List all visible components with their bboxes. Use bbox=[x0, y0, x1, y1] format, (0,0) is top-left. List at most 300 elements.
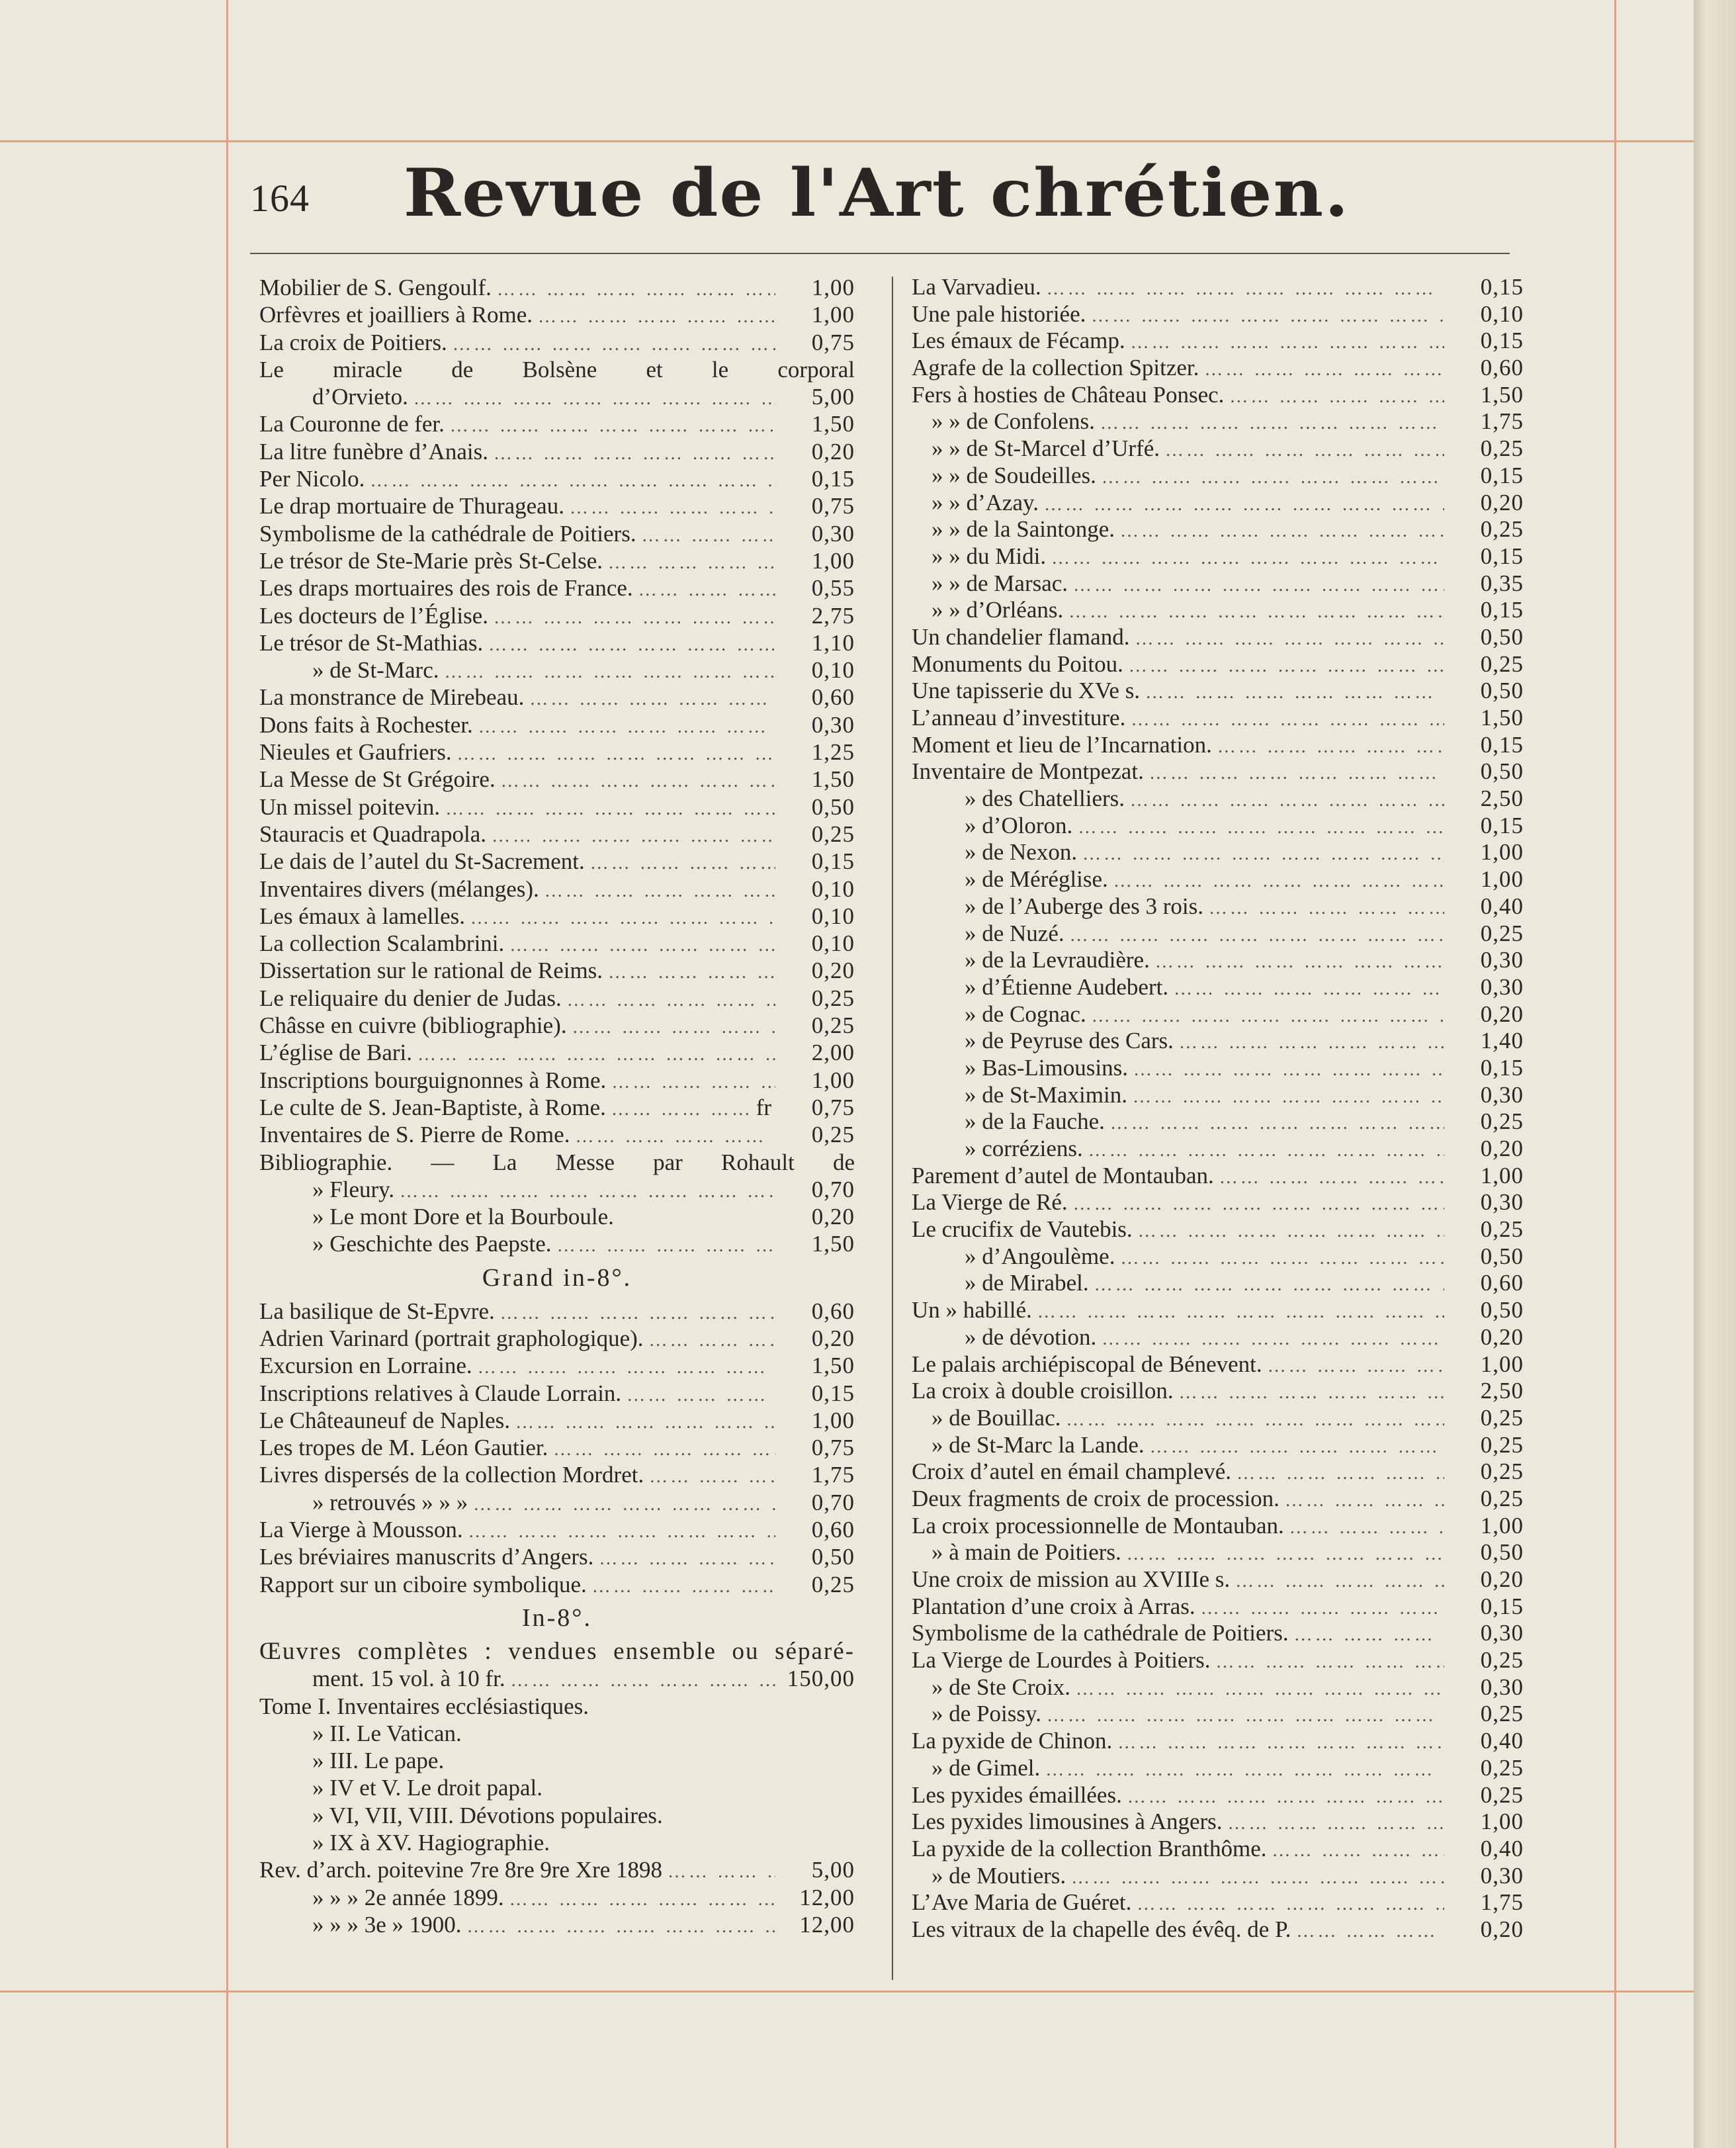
catalog-entry bbox=[259, 1884, 855, 1911]
catalog-entry bbox=[912, 1297, 1524, 1324]
catalog-entry bbox=[259, 684, 855, 711]
entry-price: 2,00 bbox=[811, 1040, 855, 1066]
entry-title: La croix processionnelle de Montauban. bbox=[912, 1512, 1284, 1539]
catalog-entry bbox=[259, 1012, 855, 1039]
catalog-entry bbox=[259, 1149, 855, 1176]
dot-leader bbox=[1212, 734, 1444, 761]
entry-title: » retrouvés » » » bbox=[312, 1489, 468, 1515]
entry-title: » VI, VII, VIII. Dévotions populaires. bbox=[312, 1802, 663, 1828]
left-column bbox=[259, 274, 855, 1938]
entry-price: 2,50 bbox=[1480, 1378, 1524, 1404]
entry-title: » » d’Azay. bbox=[932, 489, 1039, 515]
entry-title: » de Ste Croix. bbox=[932, 1674, 1070, 1700]
entry-title: La croix à double croisillon. bbox=[912, 1378, 1174, 1404]
dot-leader bbox=[394, 1178, 775, 1205]
dot-leader bbox=[495, 1300, 775, 1327]
catalog-entry bbox=[912, 355, 1524, 382]
catalog-entry bbox=[912, 1916, 1524, 1944]
dot-leader bbox=[1096, 1326, 1444, 1353]
dot-leader bbox=[644, 1463, 775, 1490]
entry-title: » à main de Poitiers. bbox=[932, 1539, 1121, 1566]
entry-title: Moment et lieu de l’Incarnation. bbox=[912, 731, 1212, 758]
dot-leader bbox=[1121, 1541, 1444, 1568]
entry-title: Inscriptions bourguignonnes à Rome. bbox=[259, 1067, 607, 1093]
catalog-entry bbox=[259, 1325, 855, 1352]
entry-title: Un missel poitevin. bbox=[259, 793, 441, 820]
dot-leader bbox=[1230, 1568, 1444, 1595]
catalog-entry bbox=[912, 1755, 1524, 1782]
entry-title: Un » habillé. bbox=[912, 1297, 1032, 1323]
entry-title: Les pyxides émaillées. bbox=[912, 1781, 1122, 1808]
entry-title: La Couronne de fer. bbox=[259, 411, 445, 437]
catalog-entry bbox=[259, 793, 855, 821]
catalog-entry bbox=[912, 705, 1524, 732]
catalog-entry bbox=[912, 1620, 1524, 1647]
catalog-entry bbox=[912, 758, 1524, 785]
entry-title: » » » 3e » 1900. bbox=[312, 1911, 462, 1938]
currency-label: fr bbox=[756, 1094, 771, 1120]
dot-leader bbox=[1199, 357, 1444, 384]
catalog-entry bbox=[912, 1270, 1524, 1297]
dot-leader bbox=[463, 1518, 775, 1545]
catalog-entry bbox=[259, 1665, 855, 1692]
entry-title: Châsse en cuivre (bibliographie). bbox=[259, 1012, 567, 1039]
catalog-entry bbox=[259, 985, 855, 1012]
catalog-entry bbox=[259, 1911, 855, 1938]
entry-price: 0,25 bbox=[1480, 1108, 1524, 1135]
catalog-entry bbox=[912, 1243, 1524, 1271]
dot-leader bbox=[1095, 410, 1444, 437]
entry-title: » de Nuzé. bbox=[965, 920, 1064, 946]
entry-price: 0,20 bbox=[811, 958, 855, 984]
catalog-entry bbox=[259, 1489, 855, 1516]
entry-title: » de Gimel. bbox=[932, 1754, 1041, 1781]
entry-price: 0,25 bbox=[1480, 1781, 1524, 1808]
entry-title: Le culte de S. Jean-Baptiste, à Rome. bbox=[259, 1094, 606, 1120]
catalog-entry bbox=[259, 1039, 855, 1066]
entry-title: » » de Confolens. bbox=[932, 408, 1095, 435]
entry-title: » Fleury. bbox=[312, 1176, 395, 1202]
entry-price: 0,35 bbox=[1480, 570, 1524, 596]
entry-price: 0,40 bbox=[1480, 1728, 1524, 1754]
entry-price: 0,15 bbox=[811, 466, 855, 492]
entry-price: 0,60 bbox=[1480, 1270, 1524, 1296]
entry-price: 0,20 bbox=[811, 438, 855, 465]
catalog-entry bbox=[912, 1216, 1524, 1243]
catalog-entry bbox=[259, 875, 855, 903]
catalog-entry bbox=[912, 1351, 1524, 1378]
entry-title: La croix de Poitiers. bbox=[259, 329, 447, 355]
catalog-entry bbox=[259, 1380, 855, 1407]
frame-rule-left bbox=[226, 0, 228, 2148]
entry-title: Bibliographie. — La Messe par Rohault de bbox=[259, 1149, 855, 1175]
entry-title: Inventaire de Montpezat. bbox=[912, 758, 1144, 785]
entry-title: Fers à hosties de Château Ponsec. bbox=[912, 381, 1225, 408]
catalog-entry bbox=[912, 490, 1524, 517]
entry-price: 0,25 bbox=[1480, 650, 1524, 677]
entry-title: La pyxide de la collection Branthôme. bbox=[912, 1835, 1267, 1861]
catalog-entry bbox=[912, 1863, 1524, 1890]
entry-price: 0,50 bbox=[1480, 1297, 1524, 1323]
catalog-entry bbox=[912, 624, 1524, 651]
dot-leader bbox=[524, 686, 775, 713]
entry-price: 0,60 bbox=[811, 1298, 855, 1324]
catalog-entry bbox=[259, 1829, 855, 1856]
catalog-entry bbox=[259, 1516, 855, 1543]
catalog-entry bbox=[259, 766, 855, 793]
entry-price: 0,30 bbox=[811, 520, 855, 547]
entry-price: 0,25 bbox=[1480, 516, 1524, 543]
dot-leader bbox=[1203, 895, 1444, 922]
catalog-entry bbox=[259, 821, 855, 848]
catalog-entry bbox=[912, 543, 1524, 570]
catalog-entry bbox=[912, 1458, 1524, 1486]
catalog-entry bbox=[259, 301, 855, 328]
catalog-entry bbox=[912, 435, 1524, 463]
entry-title: » IV et V. Le droit papal. bbox=[312, 1775, 543, 1801]
dot-leader bbox=[633, 576, 775, 604]
entry-price: 1,50 bbox=[811, 411, 855, 437]
entry-price: 0,25 bbox=[1480, 1458, 1524, 1485]
entry-title: » de la Fauche. bbox=[965, 1108, 1105, 1135]
entry-price: 0,75 bbox=[811, 1094, 855, 1120]
entry-title: » Le mont Dore et la Bourboule. bbox=[312, 1204, 614, 1230]
dot-leader bbox=[1072, 815, 1444, 842]
frame-rule-bottom bbox=[0, 1991, 1694, 1992]
catalog-entry bbox=[259, 1067, 855, 1094]
entry-title: La Varvadieu. bbox=[912, 274, 1041, 300]
catalog-entry bbox=[259, 520, 855, 547]
journal-title: Revue de l'Art chrétien. bbox=[403, 154, 1350, 232]
entry-price: 2,75 bbox=[811, 602, 855, 629]
entry-price: 1,00 bbox=[1480, 866, 1524, 893]
entry-title: Le miracle de Bolsène et le corporal bbox=[259, 356, 855, 382]
entry-title: L’église de Bari. bbox=[259, 1040, 413, 1066]
entry-title: » de St-Marc. bbox=[312, 657, 439, 684]
dot-leader bbox=[1041, 276, 1444, 303]
page-number: 164 bbox=[250, 177, 310, 220]
entry-price: 0,20 bbox=[811, 1204, 855, 1230]
catalog-entry bbox=[912, 1432, 1524, 1459]
entry-title: » d’Angoulème. bbox=[965, 1243, 1115, 1269]
entry-price: 0,75 bbox=[811, 1435, 855, 1461]
catalog-entry bbox=[912, 813, 1524, 840]
catalog-entry bbox=[259, 1638, 855, 1665]
catalog-entry bbox=[259, 1298, 855, 1325]
entry-price: 0,50 bbox=[1480, 1539, 1524, 1566]
entry-title: Le dais de l’autel du St-Sacrement. bbox=[259, 848, 585, 875]
catalog-entry bbox=[912, 408, 1524, 435]
entry-title: La Vierge de Ré. bbox=[912, 1189, 1068, 1216]
catalog-entry bbox=[912, 732, 1524, 759]
dot-leader bbox=[504, 1886, 775, 1913]
dot-leader bbox=[1140, 680, 1444, 707]
entry-title: Croix d’autel en émail champlevé. bbox=[912, 1458, 1232, 1485]
dot-leader bbox=[603, 959, 775, 986]
entry-title: L’anneau d’investiture. bbox=[912, 705, 1126, 731]
dot-leader bbox=[1115, 1245, 1444, 1273]
catalog-entry bbox=[912, 1809, 1524, 1836]
catalog-entry bbox=[259, 1121, 855, 1148]
catalog-entry bbox=[259, 1094, 855, 1121]
dot-leader bbox=[1040, 1757, 1444, 1784]
entry-title: » de l’Auberge des 3 rois. bbox=[965, 893, 1203, 919]
dot-leader bbox=[472, 1354, 775, 1381]
header-rule bbox=[250, 253, 1510, 254]
catalog-entry bbox=[912, 1566, 1524, 1593]
dot-leader bbox=[1195, 1595, 1444, 1623]
entry-title: Dissertation sur le rational de Reims. bbox=[259, 958, 603, 984]
entry-price: 0,25 bbox=[1480, 1701, 1524, 1727]
entry-price: 1,00 bbox=[1480, 1809, 1524, 1835]
entry-title: ment. 15 vol. à 10 fr. bbox=[312, 1666, 505, 1692]
dot-leader bbox=[1210, 1649, 1444, 1676]
frame-rule-right bbox=[1614, 0, 1616, 2148]
entry-title: » de Bouillac. bbox=[932, 1404, 1061, 1431]
catalog-entry bbox=[912, 1405, 1524, 1432]
entry-title: Un chandelier flamand. bbox=[912, 623, 1130, 650]
entry-title: Le reliquaire du denier de Judas. bbox=[259, 985, 562, 1011]
dot-leader bbox=[1089, 1272, 1444, 1299]
catalog-entry bbox=[259, 492, 855, 519]
dot-leader bbox=[1129, 626, 1444, 653]
catalog-entry bbox=[912, 382, 1524, 409]
catalog-entry bbox=[912, 839, 1524, 866]
entry-price: 1,00 bbox=[811, 275, 855, 300]
catalog-entry bbox=[912, 301, 1524, 328]
catalog-entry bbox=[912, 1782, 1524, 1809]
entry-price: 0,25 bbox=[1480, 1647, 1524, 1674]
entry-title: Inventaires de S. Pierre de Rome. bbox=[259, 1122, 570, 1148]
dot-leader bbox=[1284, 1515, 1444, 1542]
dot-leader bbox=[1224, 384, 1444, 411]
entry-price: 1,50 bbox=[1480, 705, 1524, 731]
entry-price: 0,55 bbox=[811, 575, 855, 602]
entry-title: Parement d’autel de Montauban. bbox=[912, 1162, 1214, 1188]
entry-title: » de St-Maximin. bbox=[965, 1081, 1127, 1108]
entry-price: 0,50 bbox=[811, 1544, 855, 1570]
dot-leader bbox=[548, 1436, 775, 1463]
entry-price: 0,10 bbox=[811, 657, 855, 684]
catalog-entry bbox=[259, 848, 855, 875]
dot-leader bbox=[1144, 760, 1444, 787]
catalog-entry bbox=[912, 1728, 1524, 1755]
catalog-entry bbox=[912, 463, 1524, 490]
catalog-entry bbox=[912, 893, 1524, 920]
dot-leader bbox=[439, 658, 775, 686]
dot-leader bbox=[1115, 518, 1444, 545]
entry-title: Une pale historiée. bbox=[912, 300, 1086, 327]
catalog-entry bbox=[912, 1028, 1524, 1055]
catalog-entry bbox=[912, 570, 1524, 598]
catalog-entry bbox=[912, 1539, 1524, 1566]
catalog-entry bbox=[259, 1461, 855, 1488]
catalog-entry bbox=[259, 957, 855, 984]
entry-price: 150,00 bbox=[787, 1666, 855, 1692]
entry-price: 1,00 bbox=[1480, 839, 1524, 866]
dot-leader bbox=[564, 494, 775, 521]
dot-leader bbox=[587, 1573, 775, 1600]
entry-title: Rev. d’arch. poitevine 7re 8re 9re Xre 1898 bbox=[259, 1857, 663, 1883]
dot-leader bbox=[505, 1667, 775, 1694]
entry-price: 0,20 bbox=[811, 1325, 855, 1351]
entry-price: 0,30 bbox=[1480, 1862, 1524, 1889]
catalog-entry bbox=[259, 1747, 855, 1774]
entry-title: » de Cognac. bbox=[965, 1001, 1086, 1027]
entry-title: » II. Le Vatican. bbox=[312, 1720, 462, 1746]
dot-leader bbox=[1046, 545, 1444, 572]
entry-price: 0,15 bbox=[811, 1380, 855, 1406]
catalog-entry bbox=[259, 274, 855, 301]
catalog-entry bbox=[912, 1836, 1524, 1863]
dot-leader bbox=[552, 1232, 775, 1259]
dot-leader bbox=[1160, 437, 1444, 465]
entry-title: Le trésor de Ste-Marie près St-Celse. bbox=[259, 547, 603, 574]
entry-price: 0,50 bbox=[1480, 678, 1524, 704]
dot-leader bbox=[606, 1069, 775, 1096]
dot-leader bbox=[1131, 1891, 1444, 1918]
dot-leader bbox=[488, 440, 775, 467]
entry-title: Inscriptions relatives à Claude Lorrain. bbox=[259, 1380, 622, 1406]
dot-leader bbox=[462, 1913, 775, 1940]
entry-price: 1,00 bbox=[811, 1407, 855, 1433]
entry-title: Inventaires divers (mélanges). bbox=[259, 875, 539, 902]
entry-title: » des Chatelliers. bbox=[965, 785, 1125, 812]
entry-title: Monuments du Poitou. bbox=[912, 650, 1123, 677]
entry-price: 0,10 bbox=[1480, 300, 1524, 327]
dot-leader bbox=[1122, 1784, 1444, 1811]
dot-leader bbox=[593, 1545, 775, 1572]
entry-price: 0,15 bbox=[1480, 1054, 1524, 1081]
entry-title: » » de St-Marcel d’Urfé. bbox=[932, 435, 1160, 462]
entry-price: 1,50 bbox=[811, 1231, 855, 1257]
entry-price: 0,15 bbox=[1480, 1593, 1524, 1619]
entry-price: 0,20 bbox=[1480, 489, 1524, 515]
entry-title: » de Moutiers. bbox=[932, 1862, 1066, 1889]
dot-leader bbox=[1291, 1918, 1444, 1946]
entry-title: Les émaux à lamelles. bbox=[259, 903, 465, 929]
catalog-entry bbox=[259, 465, 855, 492]
entry-price: 0,30 bbox=[1480, 1189, 1524, 1216]
entry-title: » Geschichte des Paepste. bbox=[312, 1231, 552, 1257]
dot-leader bbox=[496, 768, 775, 795]
catalog-entry bbox=[259, 656, 855, 684]
dot-leader bbox=[1125, 330, 1444, 357]
catalog-entry bbox=[912, 678, 1524, 705]
catalog-entry bbox=[259, 574, 855, 602]
entry-price: 0,15 bbox=[1480, 543, 1524, 569]
entry-price: 1,00 bbox=[1480, 1162, 1524, 1188]
catalog-entry bbox=[912, 274, 1524, 301]
dot-leader bbox=[1125, 707, 1444, 734]
catalog-entry bbox=[259, 438, 855, 465]
dot-leader bbox=[473, 713, 775, 740]
catalog-entry bbox=[912, 1889, 1524, 1916]
entry-title: La basilique de St-Epvre. bbox=[259, 1298, 495, 1324]
entry-price: 0,50 bbox=[811, 793, 855, 820]
entry-title: Les pyxides limousines à Angers. bbox=[912, 1809, 1223, 1835]
dot-leader bbox=[465, 905, 775, 932]
dot-leader bbox=[621, 1382, 775, 1409]
catalog-entry bbox=[259, 1434, 855, 1461]
entry-title: » » de Marsac. bbox=[932, 570, 1068, 596]
entry-price: 1,00 bbox=[811, 547, 855, 574]
dot-leader bbox=[567, 1014, 775, 1041]
entry-title: Le drap mortuaire de Thurageau. bbox=[259, 493, 564, 519]
dot-leader bbox=[1214, 1165, 1444, 1192]
entry-price: 0,25 bbox=[1480, 435, 1524, 462]
catalog-entry bbox=[259, 547, 855, 574]
dot-leader bbox=[1133, 1218, 1444, 1245]
entry-title: Une tapisserie du XVe s. bbox=[912, 678, 1141, 704]
entry-title: Une croix de mission au XVIIIe s. bbox=[912, 1566, 1231, 1592]
catalog-entry bbox=[259, 1176, 855, 1203]
dot-leader bbox=[412, 1041, 775, 1068]
catalog-entry bbox=[259, 356, 855, 383]
entry-price: 0,25 bbox=[811, 821, 855, 847]
entry-title: » de la Levraudière. bbox=[965, 947, 1150, 973]
entry-price: 0,20 bbox=[1480, 1136, 1524, 1161]
dot-leader bbox=[1086, 1003, 1444, 1030]
catalog-entry bbox=[912, 651, 1524, 678]
catalog-entry bbox=[259, 1774, 855, 1801]
entry-price: 0,40 bbox=[1480, 1835, 1524, 1861]
dot-leader bbox=[1105, 1110, 1444, 1138]
dot-leader bbox=[1123, 653, 1444, 680]
entry-title: Le Châteauneuf de Naples. bbox=[259, 1407, 511, 1433]
dot-leader bbox=[1086, 303, 1444, 330]
entry-title: Le crucifix de Vautebis. bbox=[912, 1216, 1133, 1243]
dot-leader bbox=[440, 795, 775, 823]
catalog-entry bbox=[912, 1378, 1524, 1405]
entry-title: Dons faits à Rochester. bbox=[259, 711, 473, 738]
dot-leader bbox=[606, 1096, 756, 1123]
entry-title: La Vierge à Mousson. bbox=[259, 1517, 463, 1543]
catalog-entry bbox=[259, 1571, 855, 1598]
entry-price: 1,75 bbox=[1480, 1889, 1524, 1916]
dot-leader bbox=[1083, 1138, 1444, 1165]
dot-leader bbox=[468, 1491, 775, 1518]
entry-title: Le trésor de St-Mathias. bbox=[259, 629, 484, 656]
dot-leader bbox=[662, 1858, 775, 1885]
dot-leader bbox=[1266, 1838, 1444, 1865]
entry-price: 0,25 bbox=[1480, 1754, 1524, 1781]
entry-title: » de Peyruse des Cars. bbox=[965, 1028, 1174, 1054]
catalog-entry bbox=[912, 947, 1524, 974]
entry-price: 1,40 bbox=[1480, 1028, 1524, 1054]
dot-leader bbox=[1032, 1299, 1444, 1326]
catalog-entry bbox=[912, 1324, 1524, 1351]
entry-price: 1,50 bbox=[1480, 381, 1524, 408]
dot-leader bbox=[1223, 1811, 1444, 1838]
catalog-entry bbox=[912, 1136, 1524, 1163]
dot-leader bbox=[486, 823, 775, 850]
entry-price: 5,00 bbox=[811, 1857, 855, 1883]
entry-title: Per Nicolo. bbox=[259, 466, 365, 492]
dot-leader bbox=[1128, 1057, 1444, 1084]
entry-title: Plantation d’une croix à Arras. bbox=[912, 1593, 1195, 1619]
dot-leader bbox=[1289, 1622, 1444, 1649]
dot-leader bbox=[510, 1409, 775, 1436]
catalog-entry bbox=[259, 1693, 855, 1720]
dot-leader bbox=[1064, 922, 1444, 950]
entry-title: » d’Oloron. bbox=[965, 812, 1073, 838]
entry-price: 0,75 bbox=[811, 329, 855, 355]
entry-price: 1,25 bbox=[811, 739, 855, 766]
entry-title: » de Poissy. bbox=[932, 1701, 1041, 1727]
dot-leader bbox=[1039, 492, 1444, 519]
dot-leader bbox=[1070, 1676, 1444, 1703]
